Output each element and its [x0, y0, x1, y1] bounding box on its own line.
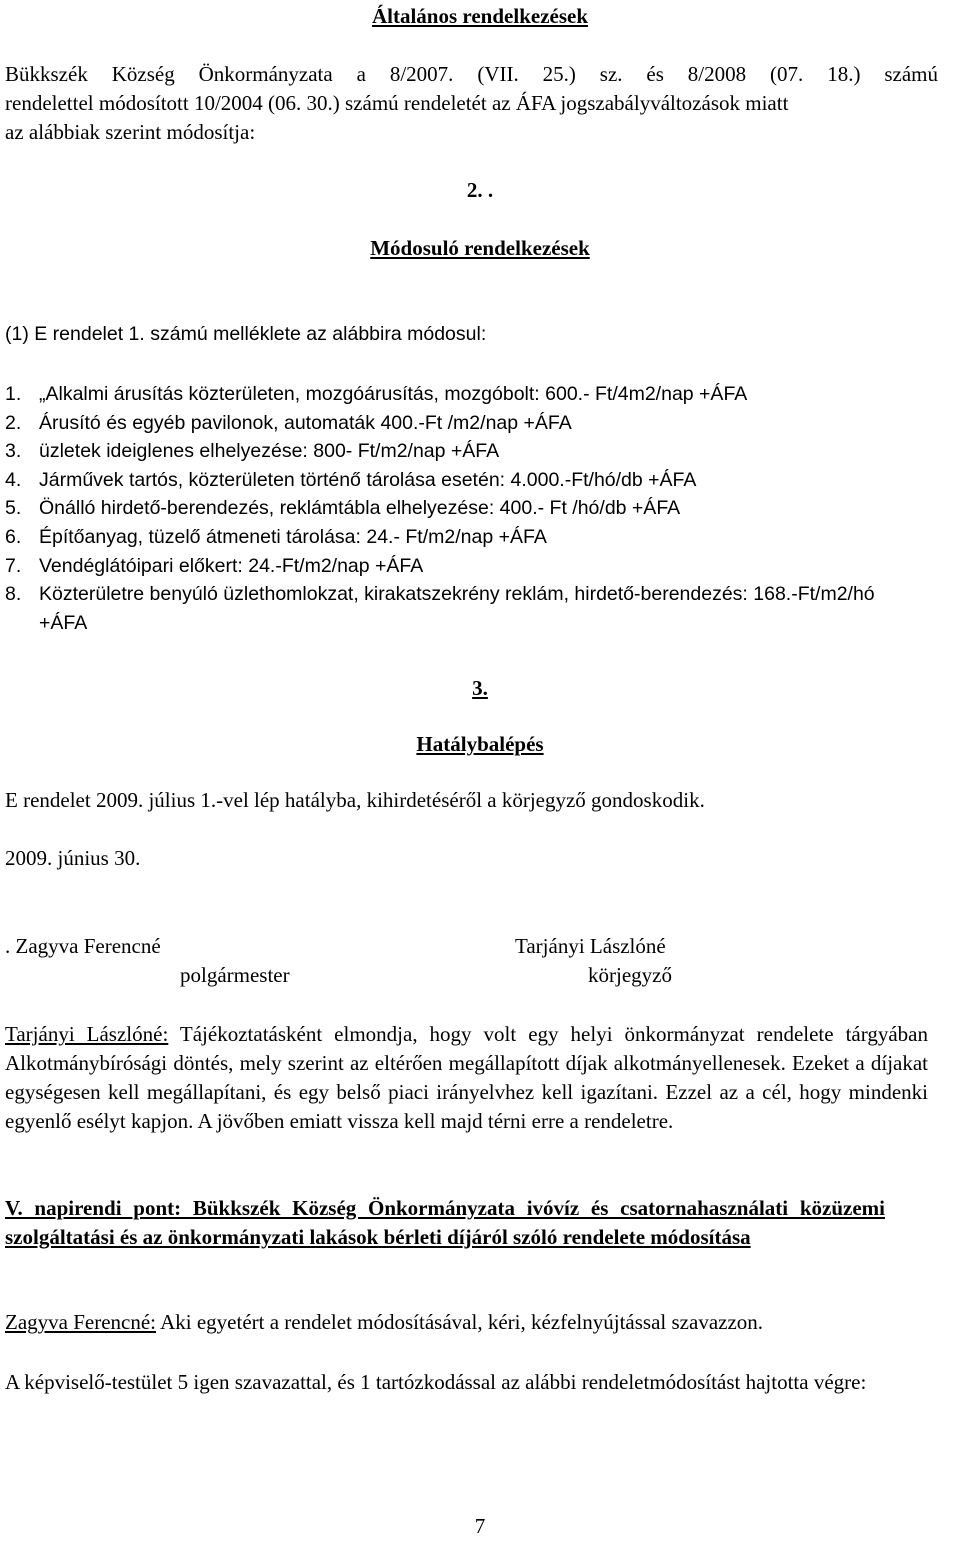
list-item-number: 5.: [5, 497, 22, 520]
intro-line-1: Bükkszék Község Önkormányzata a 8/2007. (VII. 25.) sz. és 8/2008 (07. 18.) számú: [5, 62, 938, 86]
list-item-number: 4.: [5, 468, 22, 491]
statement-paragraph-2: [5, 1310, 763, 1335]
list-item-number: 8.: [5, 583, 22, 606]
general-provisions-heading: Általános rendelkezések: [371, 4, 589, 28]
intro-line-3: az alábbiak szerint módosítja:: [5, 120, 256, 144]
signature-left-name: . Zagyva Ferencné: [5, 934, 161, 958]
list-item-number: 2.: [5, 411, 22, 434]
list-item-text: Önálló hirdető-berendezés, reklámtábla elhelyezése: 400.- Ft /hó/db +ÁFA: [39, 497, 681, 520]
speaker-name: Tarjányi Lászlóné:: [5, 1022, 169, 1046]
statement-text: Tájékoztatásként elmondja, hogy volt egy helyi önkormányzat rendelete tárgyában Alkotmánybírósági döntés, mely szerint az eltérően megállapított díjak alkotmányellenesek. Ezeket a díjakat egységesen kell megállapítani, és egy belső piaci irányelvhez kell igazítani. Ezzel az a cél, hogy mindenki egyenlő esélyt kapjon. A jövőben emiatt vissza kell majd térni erre a rendeletre.: [5, 1022, 928, 1133]
list-item-text: Árusító és egyéb pavilonok, automaták 400.-Ft /m2/nap +ÁFA: [39, 411, 572, 434]
section-3-number: 3.: [472, 676, 488, 700]
list-item-text: Vendéglátóipari előkert: 24.-Ft/m2/nap +ÁFA: [39, 554, 424, 577]
signature-left-role: polgármester: [180, 963, 290, 987]
intro-line-2: rendelettel módosított 10/2004 (06. 30.) számú rendeletét az ÁFA jogszabályváltozások miatt: [5, 91, 789, 115]
list-item-text: Építőanyag, tüzelő átmeneti tárolása: 24.- Ft/m2/nap +ÁFA: [39, 525, 547, 548]
list-item: [5, 494, 935, 523]
list-item-number: 3.: [5, 440, 22, 463]
page-number: 7: [474, 1514, 486, 1538]
list-item-number: 7.: [5, 554, 22, 577]
effective-date-text: E rendelet 2009. július 1.-vel lép hatályba, kihirdetéséről a körjegyző gondoskodik.: [5, 788, 705, 812]
list-item: [5, 437, 935, 466]
list-item-number: 6.: [5, 525, 22, 548]
list-item-number: 1.: [5, 383, 22, 405]
statement-text: Aki egyetért a rendelet módosításával, kéri, kézfelnyújtással szavazzon.: [156, 1310, 764, 1334]
signature-right-role: körjegyző: [588, 963, 672, 987]
list-item: [5, 580, 919, 637]
list-item: [5, 380, 935, 409]
section-2-lead: (1) E rendelet 1. számú melléklete az alábbira módosul:: [5, 323, 487, 345]
list-item-text: „Alkalmi árusítás közterületen, mozgóárusítás, mozgóbolt: 600.- Ft/4m2/nap +ÁFA: [39, 383, 748, 405]
section-2-number: 2. .: [466, 178, 494, 202]
list-item: [5, 409, 935, 438]
agenda-item-heading: V. napirendi pont: Bükkszék Község Önkormányzata ivóvíz és csatornahasználati közüzemi szolgáltatási és az önkormányzati lakások bérleti díjáról szóló rendelete módosítása: [5, 1196, 885, 1249]
list-item-text: Járművek tartós, közterületen történő tárolása esetén: 4.000.-Ft/hó/db +ÁFA: [39, 468, 697, 491]
list-item: [5, 523, 935, 552]
signature-right-name: Tarjányi Lászlóné: [515, 934, 666, 958]
list-item-text: Közterületre benyúló üzlethomlokzat, kirakatszekrény reklám, hirdető-berendezés: 168.-Ft/m2/hó +ÁFA: [39, 583, 875, 634]
list-item: [5, 466, 935, 495]
list-item: [5, 552, 935, 581]
section-3-title: Hatálybalépés: [416, 732, 544, 756]
speaker-name: Zagyva Ferencné:: [5, 1310, 157, 1334]
list-item-text: üzletek ideiglenes elhelyezése: 800- Ft/m2/nap +ÁFA: [39, 440, 500, 463]
statement-paragraph-1: [5, 1020, 928, 1136]
vote-result-text: A képviselő-testület 5 igen szavazattal, és 1 tartózkodással az alábbi rendeletmódosítást hajtotta végre:: [5, 1370, 867, 1394]
fee-list: [5, 380, 935, 637]
section-2-title: Módosuló rendelkezések: [370, 236, 590, 260]
document-date: 2009. június 30.: [5, 846, 141, 870]
